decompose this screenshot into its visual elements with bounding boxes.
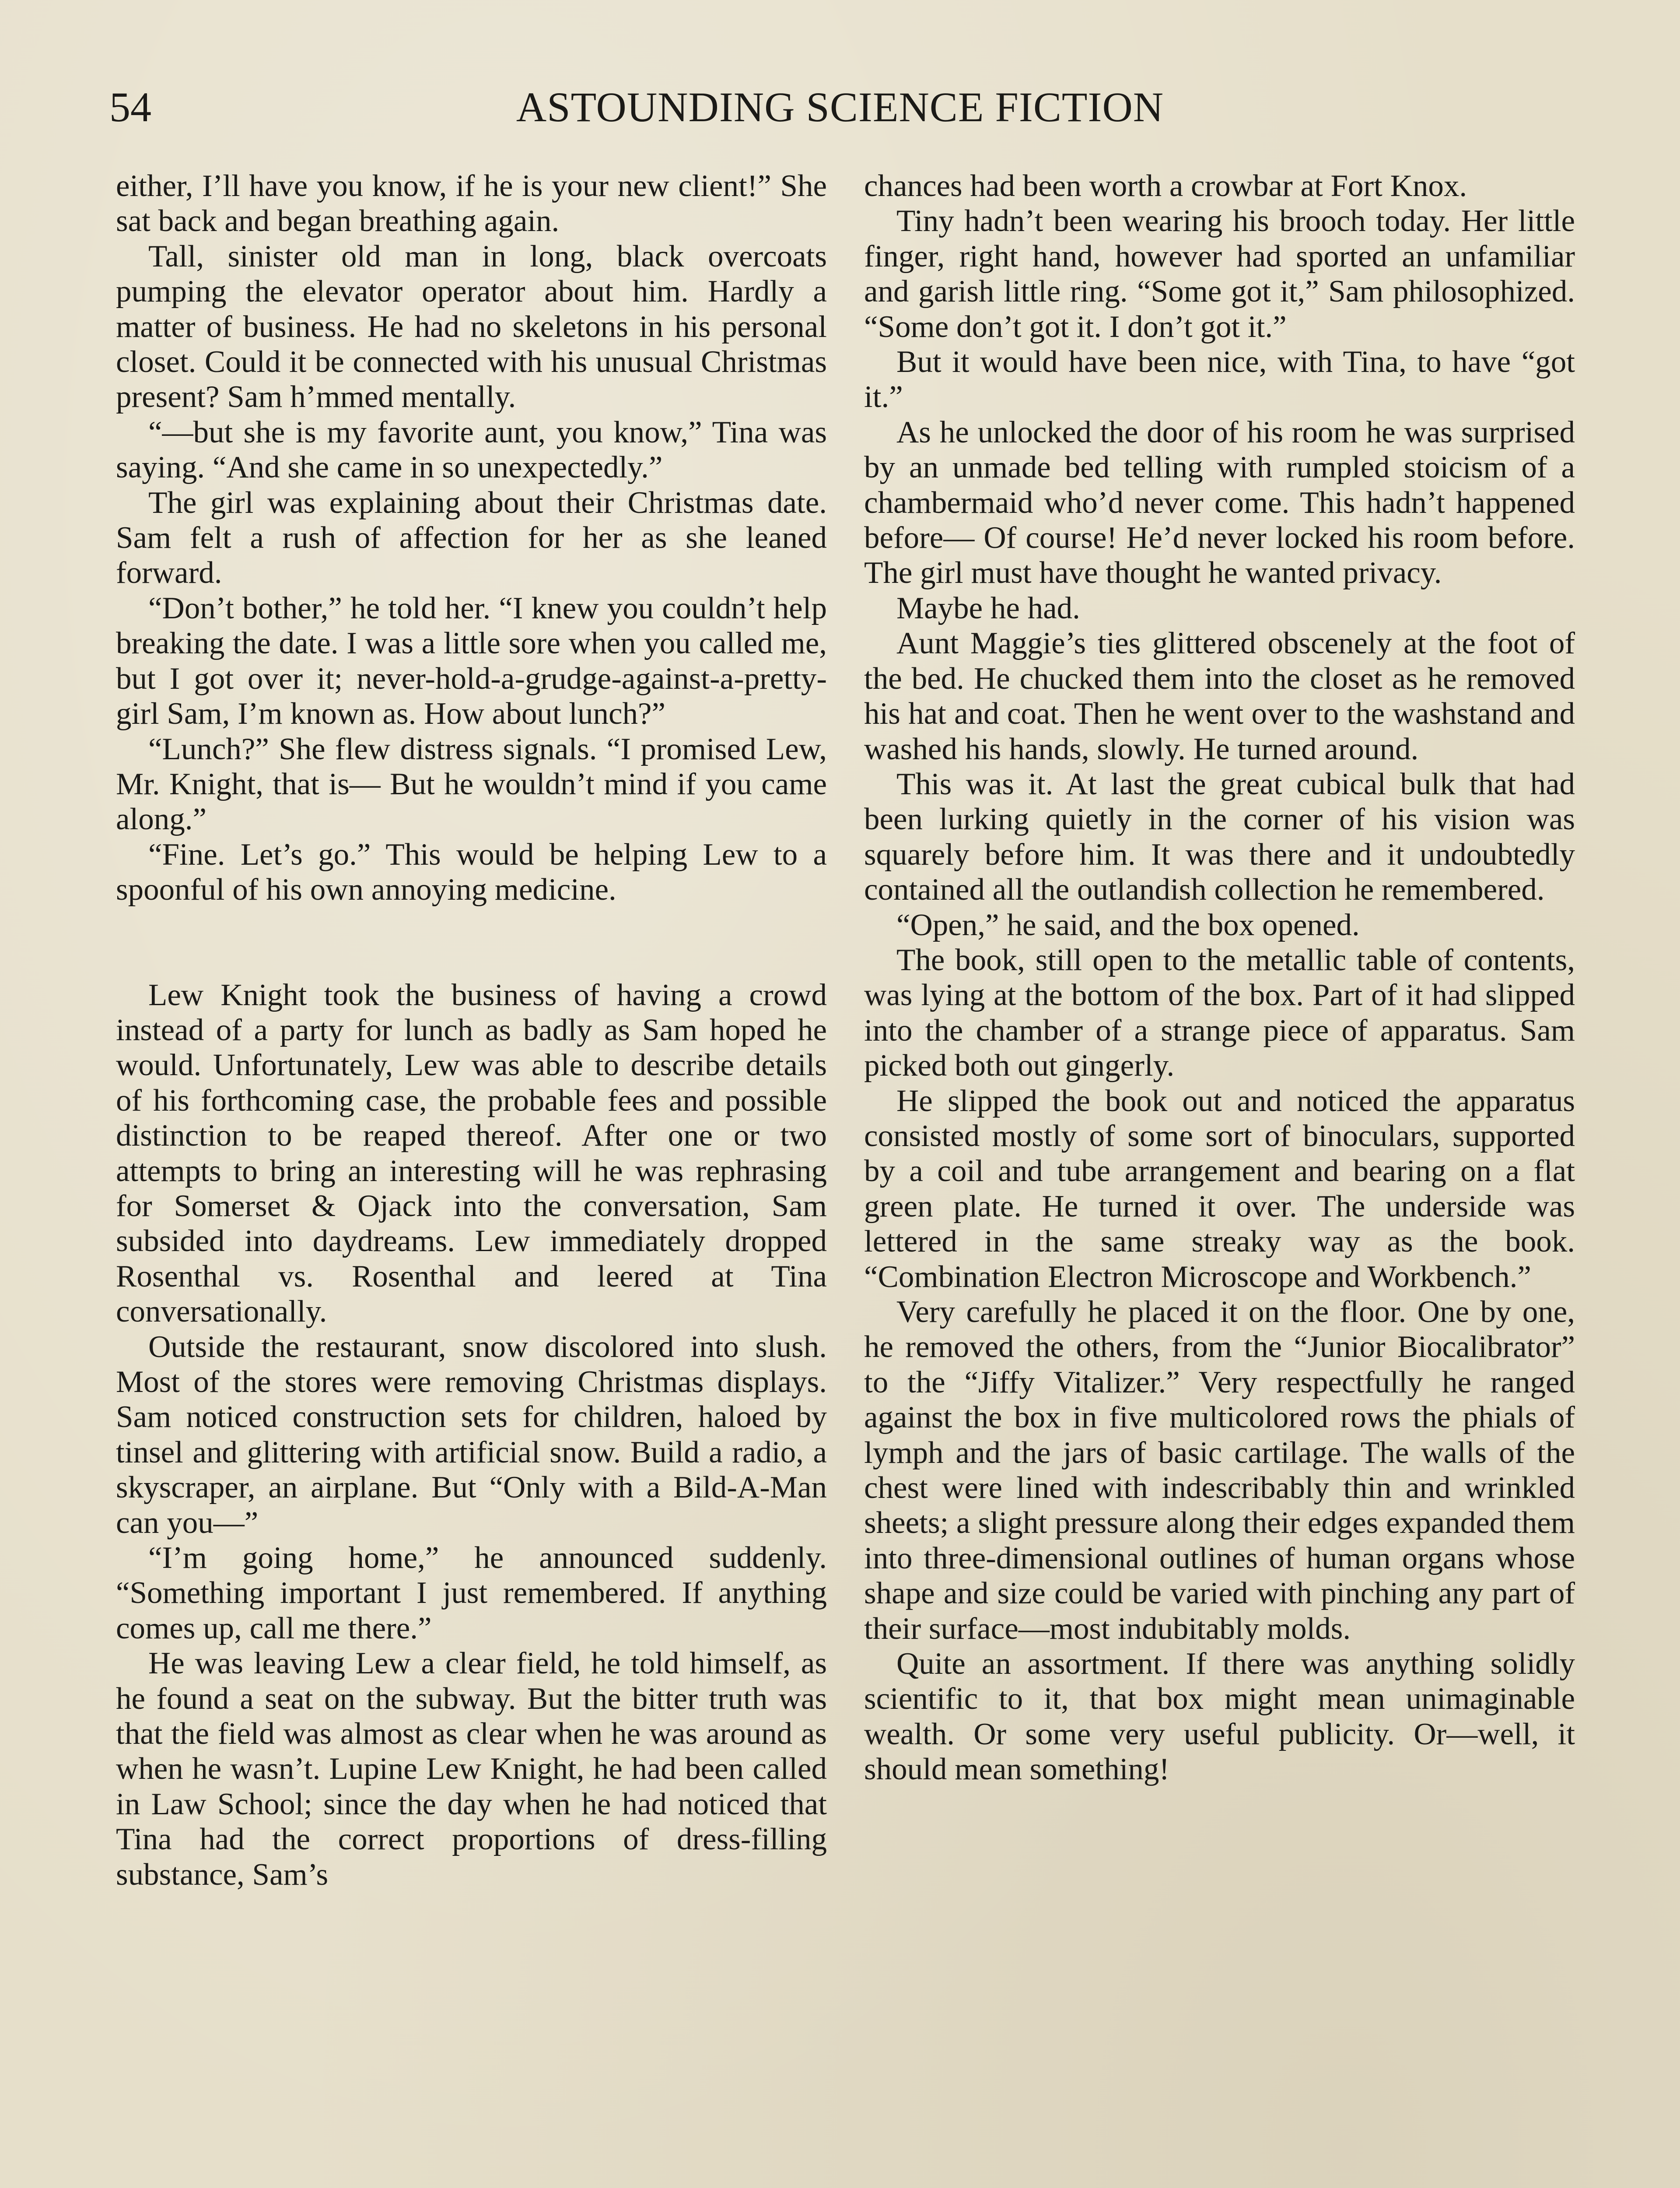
paragraph: Outside the restaurant, snow discolored into slush. Most of the stores were removing Christmas displays. Sam noticed construction sets for children, haloed by tinsel and glittering with artificial snow. Build a radio, a skyscraper, an airplane. But “Only with a Bild-A-Man can you—”: [116, 1329, 827, 1540]
paragraph: As he unlocked the door of his room he was surprised by an unmade bed telling with rumpled stoicism of a chambermaid who’d never come. This hadn’t happened before— Of course! He’d never locked his room before. The girl must have thought he wanted privacy.: [864, 415, 1575, 590]
paragraph: “I’m going home,” he announced suddenly. “Something important I just remembered. If anything comes up, call me there.”: [116, 1541, 827, 1645]
page-number: 54: [109, 84, 151, 130]
page-header: [109, 79, 1571, 149]
right-column: [864, 168, 1575, 1787]
paragraph: Lew Knight took the business of having a crowd instead of a party for lunch as badly as Sam hoped he would. Unfortunately, Lew was able to describe details of his forthcoming case, the probable fees and possible distinction to be reaped thereof. After one or two attempts to bring an interesting will he was rephrasing for Somerset & Ojack into the conversation, Sam subsided into daydreams. Lew immediately dropped Rosenthal vs. Rosenthal and leered at Tina conversationally.: [116, 978, 827, 1329]
paragraph: “—but she is my favorite aunt, you know,” Tina was saying. “And she came in so unexpectedly.”: [116, 415, 827, 485]
paragraph: “Open,” he said, and the box opened.: [896, 908, 1360, 942]
paragraph: This was it. At last the great cubical bulk that had been lurking quietly in the corner of his vision was squarely before him. It was there and it undoubtedly contained all the outlandish collection he remembered.: [864, 767, 1575, 907]
paragraph: Maybe he had.: [896, 591, 1080, 625]
paragraph: Aunt Maggie’s ties glittered obscenely at the foot of the bed. He chucked them into the closet as he removed his hat and coat. Then he went over to the washstand and washed his hands, slowly. He turned around.: [864, 626, 1575, 766]
paragraph: “Lunch?” She flew distress signals. “I promised Lew, Mr. Knight, that is— But he wouldn’t mind if you came along.”: [116, 732, 827, 837]
paragraph: The girl was explaining about their Christmas date. Sam felt a rush of affection for her as she leaned forward.: [116, 485, 827, 590]
paragraph: The book, still open to the metallic table of contents, was lying at the bottom of the box. Part of it had slipped into the chamber of a strange piece of apparatus. Sam picked both out gingerly.: [864, 943, 1575, 1083]
paragraph: “Fine. Let’s go.” This would be helping Lew to a spoonful of his own annoying medicine.: [116, 837, 827, 907]
paragraph: But it would have been nice, with Tina, to have “got it.”: [864, 345, 1575, 414]
paragraph: He slipped the book out and noticed the apparatus consisted mostly of some sort of binoculars, supported by a coil and tube arrangement and bearing on a flat green plate. He turned it over. The underside was lettered in the same streaky way as the book. “Combination Electron Microscope and Workbench.”: [864, 1083, 1575, 1294]
paragraph: either, I’ll have you know, if he is your new client!” She sat back and began breathing again.: [116, 169, 827, 238]
paragraph: Very carefully he placed it on the floor. One by one, he removed the others, from the “Junior Biocalibrator” to the “Jiffy Vitalizer.” Very respectfully he ranged against the box in five multicolored rows the phials of lymph and the jars of basic cartilage. The walls of the chest were lined with indescribably thin and wrinkled sheets; a slight pressure along their edges expanded them into three-dimensional outlines of human organs whose shape and size could be varied with pinching any part of their surface—most indubitably molds.: [864, 1295, 1575, 1646]
paragraph: Quite an assortment. If there was anything solidly scientific to it, that box might mean unimaginable wealth. Or some very useful publicity. Or—well, it should mean something!: [864, 1647, 1575, 1787]
paragraph: chances had been worth a crowbar at Fort Knox.: [864, 169, 1467, 203]
left-column: [116, 168, 827, 1892]
paragraph: Tiny hadn’t been wearing his brooch today. Her little finger, right hand, however had sported an unfamiliar and garish little ring. “Some got it,” Sam philosophized. “Some don’t got it. I don’t got it.”: [864, 204, 1575, 344]
paragraph: “Don’t bother,” he told her. “I knew you couldn’t help breaking the date. I was a little sore when you called me, but I got over it; never-hold-a-grudge-against-a-pretty-girl Sam, I’m known as. How about lunch?”: [116, 591, 827, 731]
paragraph: He was leaving Lew a clear field, he told himself, as he found a seat on the subway. But the bitter truth was that the field was almost as clear when he was around as when he wasn’t. Lupine Lew Knight, he had been called in Law School; since the day when he had noticed that Tina had the correct proportions of dress-filling substance, Sam’s: [116, 1646, 827, 1892]
running-title: ASTOUNDING SCIENCE FICTION: [516, 84, 1164, 130]
paragraph: Tall, sinister old man in long, black overcoats pumping the elevator operator about him. Hardly a matter of business. He had no skeletons in his personal closet. Could it be connected with his unusual Christmas present? Sam h’mmed mentally.: [116, 239, 827, 414]
